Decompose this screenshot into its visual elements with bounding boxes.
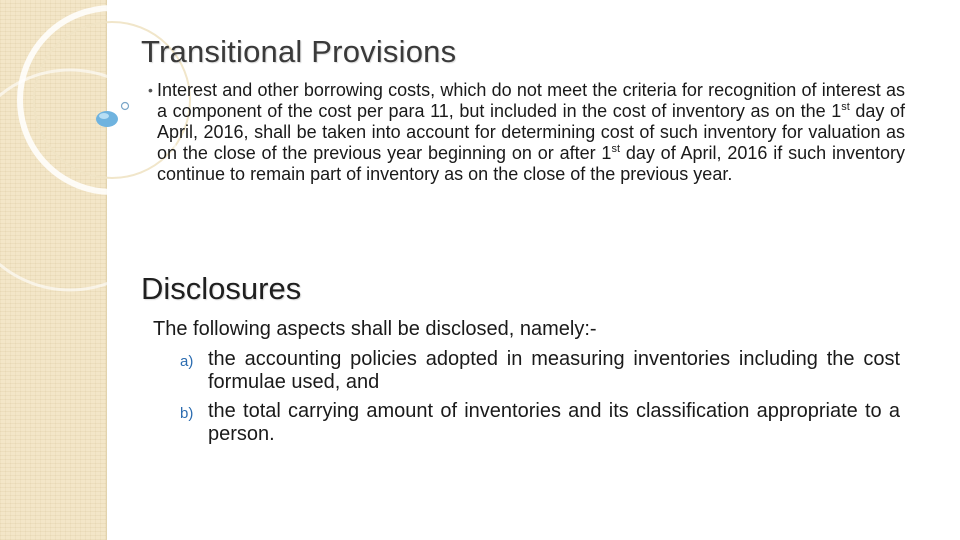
disclosures-intro: The following aspects shall be disclosed, namely:- — [153, 318, 597, 340]
superscript-st-1: st — [841, 101, 850, 113]
list-item — [180, 348, 900, 394]
list-item — [180, 400, 900, 446]
section-title-disclosures: Disclosures — [141, 271, 302, 306]
list-item-text: the accounting policies adopted in measuring inventories including the cost formulae used, and — [208, 348, 900, 393]
bullet-marker: • — [148, 82, 153, 98]
section-title-transitional: Transitional Provisions — [141, 34, 457, 69]
transitional-paragraph — [157, 80, 905, 185]
para-text-1: Interest and other borrowing costs, which do not meet the criteria for recognition of interest as a component of the cost per para 11, but included in the cost of inventory as on the 1 — [157, 80, 905, 121]
para-text-2: day of April, 2016, shall be taken into account for determining cost of such inventory for valuation as on the close of the previous year beginning on or after 1 — [157, 101, 905, 163]
list-item-text: the total carrying amount of inventories and its classification appropriate to a person. — [208, 400, 900, 445]
list-marker: b) — [180, 405, 194, 422]
para-text-3: day of April, 2016 if such inventory continue to remain part of inventory as on the close of the previous year. — [157, 143, 905, 184]
list-marker: a) — [180, 353, 194, 370]
superscript-st-2: st — [611, 143, 620, 155]
